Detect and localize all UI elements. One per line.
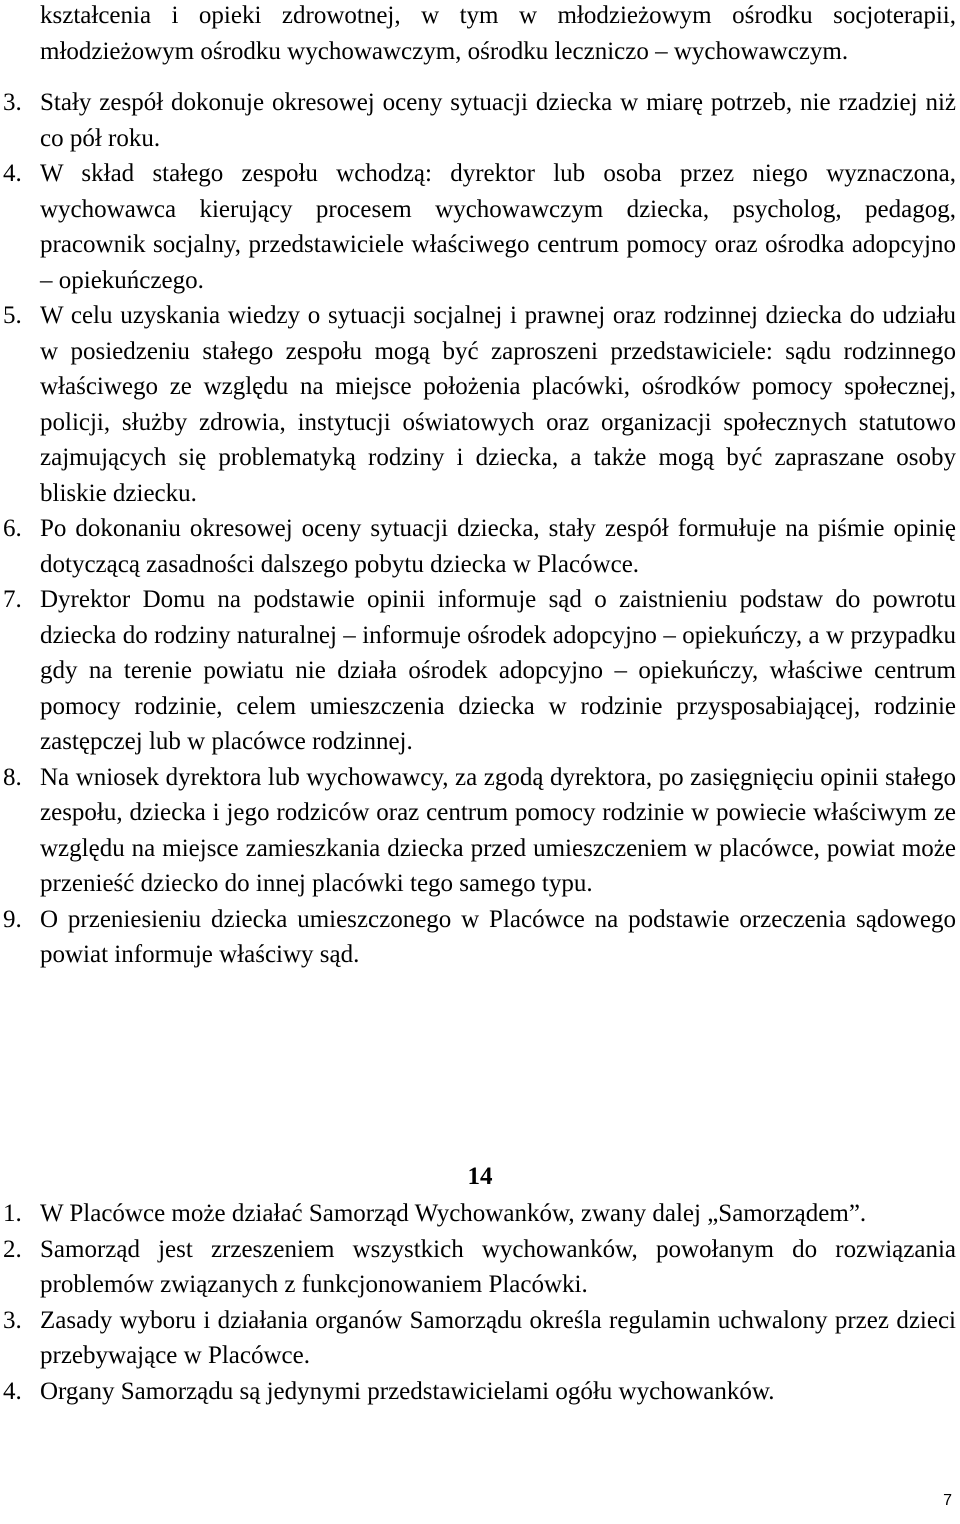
page-number: 7 — [943, 1492, 952, 1509]
list-item-text: W Placówce może działać Samorząd Wychowanków, zwany dalej „Samorządem”. — [40, 1200, 867, 1227]
list-item-text: Na wniosek dyrektora lub wychowawcy, za zgodą dyrektora, po zasięgnięciu opinii stałego zespołu, dziecka i jego rodziców oraz centrum pomocy rodzinie w powiecie właściwym ze względu na miejsce zamieszkania dziecka przed umieszczeniem w placówce, powiat może przenieść dziecko do innej placówki tego samego typu. — [40, 763, 956, 897]
list-item-number: 1. — [3, 1200, 22, 1227]
list-item-text: W skład stałego zespołu wchodzą: dyrektor lub osoba przez niego wyznaczona, wychowawca kierujący procesem wychowawczym dziecka, psycholog, pedagog, pracownik socjalny, przedstawiciele właściwego centrum pomocy oraz ośrodka adopcyjno – opiekuńczego. — [40, 160, 956, 294]
list-item-number: 3. — [3, 89, 22, 116]
list-item-number: 7. — [3, 586, 22, 613]
list-item-text: O przeniesieniu dziecka umieszczonego w Placówce na podstawie orzeczenia sądowego powiat informuje właściwy sąd. — [40, 905, 956, 968]
section-number: 14 — [467, 1163, 493, 1190]
list-item-number: 6. — [3, 515, 22, 542]
list-item-number: 3. — [3, 1306, 22, 1334]
list-item-number: 4. — [3, 160, 22, 187]
list-item — [3, 582, 956, 760]
list-item-text: Samorząd jest zrzeszeniem wszystkich wychowanków, powołanym do rozwiązania problemów związanych z funkcjonowaniem Placówki. — [40, 1235, 956, 1298]
list-item — [3, 85, 956, 156]
list-item-text: Zasady wyboru i działania organów Samorządu określa regulamin uchwalony przez dzieci przebywające w Placówce. — [40, 1306, 956, 1369]
section-heading — [300, 1159, 660, 1194]
numbered-list-lower — [3, 1196, 956, 1409]
list-item-text: Dyrektor Domu na podstawie opinii informuje sąd o zaistnieniu podstaw do powrotu dziecka do rodziny naturalnej – informuje ośrodek adopcyjno – opiekuńczy, a w przypadku gdy na terenie powiatu nie działa ośrodek adopcyjno – opiekuńczy, właściwe centrum pomocy rodzinie, celem umieszczenia dziecka w rodzinie przysposabiającej, rodzinie zastępczej lub w placówce rodzinnej. — [40, 586, 956, 755]
numbered-list-upper — [3, 85, 956, 973]
list-item — [3, 1303, 956, 1374]
list-item — [3, 902, 956, 973]
list-item — [3, 1196, 956, 1232]
lead-paragraph: kształcenia i opieki zdrowotnej, w tym w młodzieżowym ośrodku socjoterapii, młodzieżowym ośrodku wychowawczym, ośrodku leczniczo – wychowawczym. — [40, 2, 956, 65]
list-item-text: Po dokonaniu okresowej oceny sytuacji dziecka, stały zespół formułuje na piśmie opinię dotyczącą zasadności dalszego pobytu dziecka w Placówce. — [40, 515, 956, 578]
list-item-text: W celu uzyskania wiedzy o sytuacji socjalnej i prawnej oraz rodzinnej dziecka do udziału w posiedzeniu stałego zespołu mogą być zaproszeni przedstawiciele: sądu rodzinnego właściwego ze względu na miejsce położenia placówki, ośrodków pomocy społecznej, policji, służby zdrowia, instytucji oświatowych oraz organizacji społecznych statutowo zajmujących się problematyką rodziny i dziecka, a także mogą być zapraszane osoby bliskie dziecku. — [40, 302, 956, 507]
list-item-number: 8. — [3, 763, 22, 791]
list-item-number: 5. — [3, 302, 22, 329]
list-item — [3, 760, 956, 902]
list-item — [3, 511, 956, 582]
list-item — [3, 1374, 956, 1410]
list-item — [3, 298, 956, 511]
list-item-text: Stały zespół dokonuje okresowej oceny sytuacji dziecka w miarę potrzeb, nie rzadziej niż co pół roku. — [40, 89, 956, 152]
list-item-text: Organy Samorządu są jedynymi przedstawicielami ogółu wychowanków. — [40, 1377, 775, 1405]
list-item — [3, 156, 956, 298]
list-item-number: 2. — [3, 1235, 22, 1263]
list-item-number: 4. — [3, 1377, 22, 1405]
list-item — [3, 1232, 956, 1303]
list-item-number: 9. — [3, 905, 22, 933]
